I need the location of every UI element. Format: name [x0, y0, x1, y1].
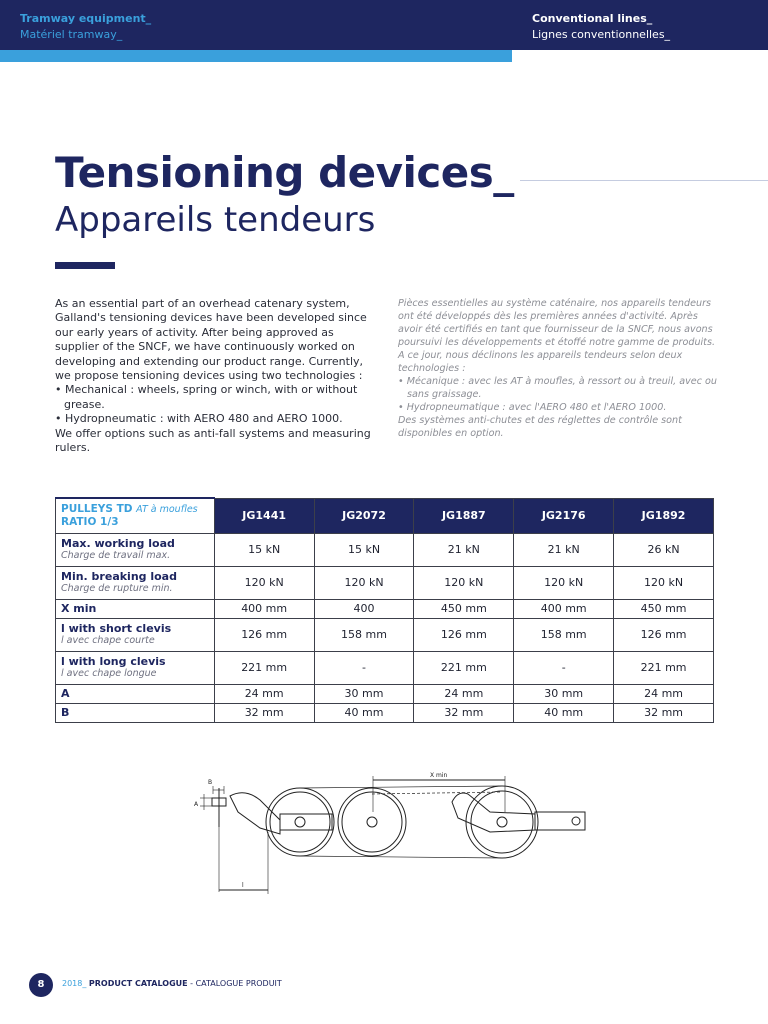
- pulley-technical-drawing: [190, 772, 590, 902]
- intro-en-paragraph: As an essential part of an overhead catenary system, Galland's tensioning devices have been developed since our early years of activity. After being approved as supplier of the SNCF, we have continuously worked on developing and extending our product range. Currently, we propose tensioning devices using two technologies :: [55, 297, 367, 383]
- table-cell: 120 kN: [514, 566, 614, 599]
- row-label: l with short clevis: [61, 622, 172, 635]
- row-label-cell: [56, 651, 215, 684]
- title-accent-bar: [55, 262, 115, 269]
- table-cell: 24 mm: [214, 684, 314, 703]
- intro-text-english: [55, 297, 373, 455]
- table-cell: 26 kN: [614, 533, 714, 566]
- pulley-wheel: [466, 786, 538, 858]
- column-header: JG1892: [614, 498, 714, 533]
- table-cell: 21 kN: [414, 533, 514, 566]
- table-cell: 221 mm: [414, 651, 514, 684]
- table-cell: 32 mm: [214, 703, 314, 722]
- row-label-cell: [56, 703, 215, 722]
- intro-fr-options: Des systèmes anti-chutes et des réglettes de contrôle sont disponibles en option.: [398, 415, 682, 439]
- corner-label-main: PULLEYS TD: [61, 502, 133, 515]
- page-subtitle: Appareils tendeurs: [55, 200, 376, 240]
- table-cell: 15 kN: [314, 533, 414, 566]
- table-cell: 400 mm: [514, 599, 614, 618]
- table-row-max-working-load: [56, 533, 714, 566]
- header-accent-stripe-blank: [512, 50, 768, 62]
- tension-rod: [535, 812, 585, 830]
- a-dimension-label: A: [194, 801, 199, 808]
- table-cell: 32 mm: [614, 703, 714, 722]
- table-cell: 221 mm: [214, 651, 314, 684]
- b-dimension-label: B: [208, 779, 213, 786]
- intro-fr-bullet-hydropneumatique: • Hydropneumatique : avec l'AERO 480 et l'AERO 1000.: [398, 402, 667, 413]
- table-cell: 400 mm: [214, 599, 314, 618]
- row-label: B: [61, 706, 70, 719]
- column-header: JG1887: [414, 498, 514, 533]
- table-cell: 30 mm: [314, 684, 414, 703]
- table-cell: 158 mm: [314, 618, 414, 651]
- table-cell: 450 mm: [614, 599, 714, 618]
- table-row-min-breaking-load: [56, 566, 714, 599]
- column-header: JG2072: [314, 498, 414, 533]
- column-header: JG1441: [214, 498, 314, 533]
- page-title: Tensioning devices_: [55, 148, 514, 197]
- corner-label-french: AT à moufles: [136, 503, 198, 515]
- row-label: Max. working load: [61, 537, 175, 550]
- table-cell: 120 kN: [614, 566, 714, 599]
- header-right-title: Conventional lines_: [532, 12, 653, 25]
- footer-catalogue: PRODUCT CATALOGUE: [88, 979, 188, 988]
- row-label-cell: [56, 533, 215, 566]
- specs-table-header-row: [56, 498, 714, 533]
- intro-fr-paragraph: Pièces essentielles au système caténaire, nos appareils tendeurs ont été développés dès les premières années d'activité. Après avoir été certifiés en tant que fournisseur de la SNCF, nous avons poursuivi les développements et étoffé notre gamme de produits. A ce jour, nous déclinons les appareils tendeurs selon deux technologies :: [398, 298, 715, 374]
- table-cell: 120 kN: [214, 566, 314, 599]
- row-label-cell: [56, 599, 215, 618]
- table-cell: 32 mm: [414, 703, 514, 722]
- table-cell: 126 mm: [614, 618, 714, 651]
- header-left-title: Tramway equipment_: [20, 12, 152, 25]
- pulley-wheel: [338, 788, 406, 856]
- column-header: JG2176: [514, 498, 614, 533]
- table-cell: 126 mm: [214, 618, 314, 651]
- row-label-cell: [56, 684, 215, 703]
- table-row-long-clevis: [56, 651, 714, 684]
- header-accent-stripe: [0, 50, 512, 62]
- specs-table: [55, 497, 714, 723]
- intro-en-bullet-hydropneumatic: • Hydropneumatic : with AERO 480 and AERO 1000.: [55, 412, 343, 426]
- pulley-wheel: [266, 788, 334, 856]
- header-section-tramway: [20, 11, 151, 43]
- row-label: l with long clevis: [61, 655, 166, 668]
- table-cell: 400: [314, 599, 414, 618]
- row-label-french: l avec chape longue: [61, 668, 157, 679]
- corner-label-ratio: RATIO 1/3: [61, 515, 119, 528]
- table-cell: 24 mm: [614, 684, 714, 703]
- table-cell: -: [514, 651, 614, 684]
- table-cell: 40 mm: [514, 703, 614, 722]
- side-plate-left: [230, 793, 280, 834]
- table-cell: 21 kN: [514, 533, 614, 566]
- table-cell: 126 mm: [414, 618, 514, 651]
- intro-en-bullet-mechanical: • Mechanical : wheels, spring or winch, with or without grease.: [55, 383, 358, 411]
- table-cell: 15 kN: [214, 533, 314, 566]
- page-number-badge: 8: [29, 973, 53, 997]
- table-row-a: [56, 684, 714, 703]
- row-label-french: Charge de travail max.: [61, 550, 171, 561]
- row-label-cell: [56, 566, 215, 599]
- row-label-french: l avec chape courte: [61, 635, 155, 646]
- intro-fr-bullet-mecanique: • Mécanique : avec les AT à moufles, à ressort ou à treuil, avec ou sans graissage.: [398, 376, 717, 400]
- row-label-french: Charge de rupture min.: [61, 583, 173, 594]
- table-row-short-clevis: [56, 618, 714, 651]
- table-cell: 158 mm: [514, 618, 614, 651]
- row-label-cell: [56, 618, 215, 651]
- intro-text-french: [398, 297, 720, 440]
- table-cell: 221 mm: [614, 651, 714, 684]
- intro-en-options: We offer options such as anti-fall systems and measuring rulers.: [55, 426, 371, 455]
- row-label: X min: [61, 602, 97, 615]
- table-cell: 24 mm: [414, 684, 514, 703]
- footer-year: 2018_: [62, 979, 87, 988]
- table-cell: 120 kN: [314, 566, 414, 599]
- title-divider-line: [520, 180, 768, 181]
- table-cell: -: [314, 651, 414, 684]
- table-cell: 450 mm: [414, 599, 514, 618]
- table-cell: 120 kN: [414, 566, 514, 599]
- row-label: A: [61, 687, 70, 700]
- specs-table-corner-cell: [56, 498, 215, 533]
- table-cell: 40 mm: [314, 703, 414, 722]
- footer-catalogue-french: - CATALOGUE PRODUIT: [187, 979, 282, 988]
- footer-caption: [62, 979, 282, 988]
- table-row-x-min: [56, 599, 714, 618]
- header-section-conventional: [532, 11, 670, 43]
- xmin-dimension-label: X min: [430, 772, 448, 779]
- header-left-subtitle: Matériel tramway_: [20, 28, 123, 41]
- header-right-subtitle: Lignes conventionnelles_: [532, 28, 671, 41]
- table-row-b: [56, 703, 714, 722]
- table-cell: 30 mm: [514, 684, 614, 703]
- l-dimension-label: l: [242, 882, 244, 889]
- page-header: [0, 0, 768, 50]
- row-label: Min. breaking load: [61, 570, 177, 583]
